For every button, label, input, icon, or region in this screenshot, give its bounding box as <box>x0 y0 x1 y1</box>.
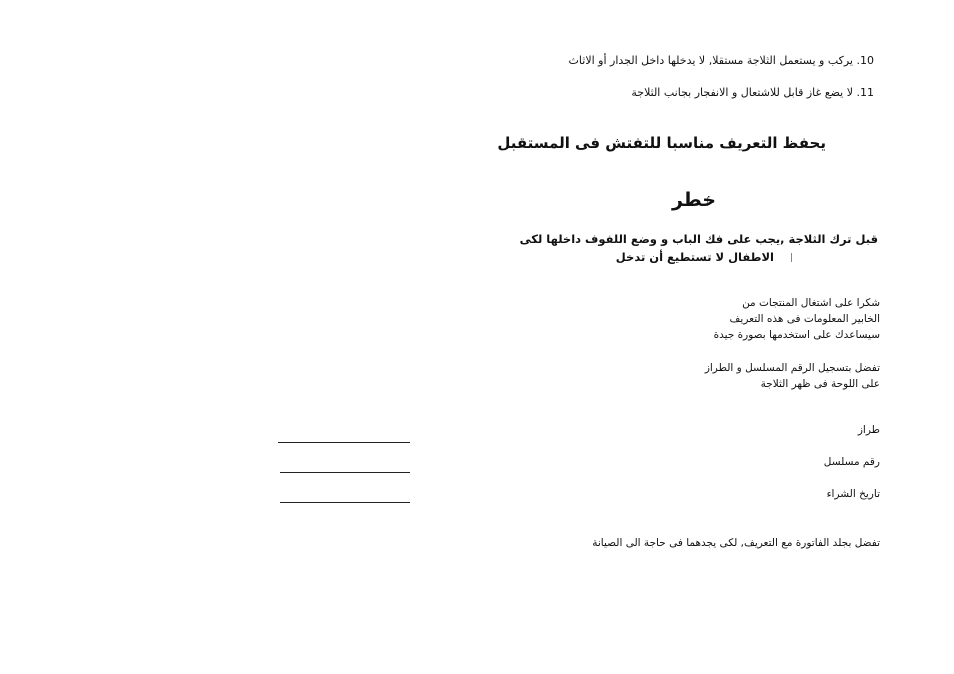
record-line-1: تفضل بتسجيل الرقم المسلسل و الطراز <box>704 362 880 374</box>
list-item-11: 11. لا يضع غاز قابل للاشتعال و الانفجار بجانب الثلاجة <box>631 86 874 99</box>
footer-note: تفضل بجلد الفاتورة مع التعريف, لكى يجدهما فى حاجة الى الصيانة <box>592 537 880 549</box>
danger-title: خطر <box>671 189 716 211</box>
thanks-line-3: سيساعدك على استخدمها بصورة جيدة <box>713 329 880 341</box>
warning-line-2: الاطفال لا تستطيع أن تدخل <box>615 250 774 264</box>
record-line-2: على اللوحة فى ظهر الثلاجة <box>760 378 880 390</box>
serial-field-line[interactable] <box>280 472 410 473</box>
thanks-line-1: شكرا على اشتغال المنتجات من <box>742 297 880 309</box>
list-item-10: 10. يركب و يستعمل الثلاجة مستقلا, لا يدخلها داخل الجدار أو الاثاث <box>568 54 874 67</box>
purchase-date-label: تاريخ الشراء <box>826 488 880 500</box>
model-label: طراز <box>857 424 880 436</box>
serial-label: رقم مسلسل <box>823 456 880 468</box>
section-heading: يحفظ التعريف مناسبا للتفتش فى المستقبل <box>497 134 826 152</box>
text-marker <box>791 253 792 262</box>
thanks-line-2: الخابير المعلومات فى هذه التعريف <box>729 313 880 325</box>
warning-line-1: قبل ترك الثلاجة ,يجب على فك الباب و وضع اللفوف داخلها لكى <box>519 232 878 246</box>
model-field-line[interactable] <box>278 442 410 443</box>
purchase-date-field-line[interactable] <box>280 502 410 503</box>
